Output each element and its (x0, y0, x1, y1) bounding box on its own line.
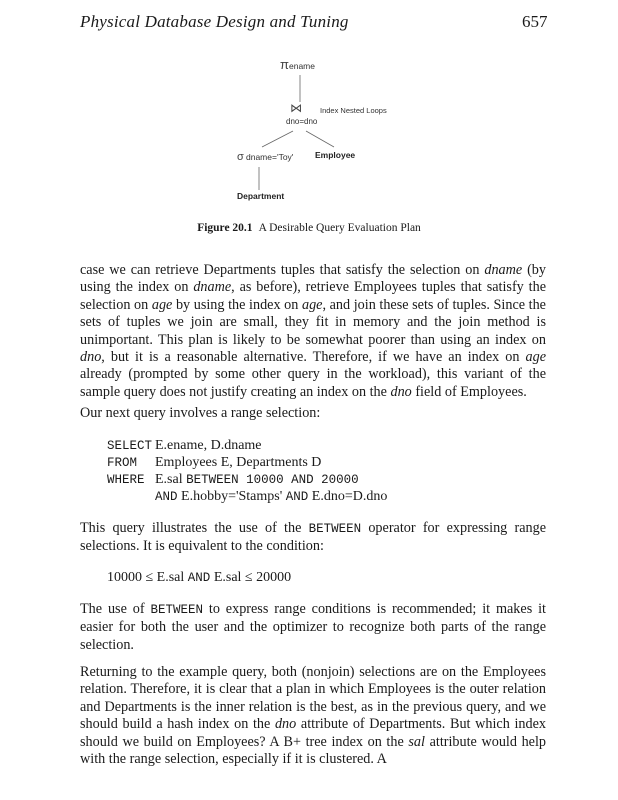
sql-from-keyword: FROM (107, 456, 138, 470)
selection-symbol: σ (237, 151, 244, 163)
range-condition: 10000 ≤ E.sal AND E.sal ≤ 20000 (107, 570, 292, 585)
sql-query-block: SELECT E.ename, D.dname FROM Employees E, Departments D WHERE E.sal BETWEEN 10000 AND 20000 AND E.hobby='Stamps' AND E.dno=D.dno (107, 438, 388, 504)
join-method-label: Index Nested Loops (320, 106, 387, 115)
sql-where-keyword: WHERE (107, 473, 145, 487)
paragraph-2: Our next query involves a range selection: (80, 405, 321, 421)
join-symbol: ⋈ (290, 101, 302, 115)
figure-caption-text: A Desirable Query Evaluation Plan (258, 222, 421, 234)
relation-employee: Employee (315, 150, 356, 160)
figure-label: Figure 20.1 (197, 222, 253, 234)
page-number: 657 (522, 12, 548, 31)
query-plan-tree (0, 0, 618, 215)
paragraph-3: This query illustrates the use of the BETWEEN operator for expressing range selections. It is equivalent to the condition: (80, 520, 546, 555)
edge-join-employee (306, 131, 334, 147)
sql-select-keyword: SELECT (107, 439, 153, 453)
join-condition: dno=dno (286, 117, 318, 126)
projection-symbol: π (280, 57, 289, 72)
edge-join-selection (262, 131, 293, 147)
running-header-title: Physical Database Design and Tuning (80, 12, 349, 31)
paragraph-4: The use of BETWEEN to express range conditions is recommended; it makes it easier for both the user and the optimizer to recognize both parts of the range selection. (80, 601, 546, 653)
paragraph-1: case we can retrieve Departments tuples that satisfy the selection on dname (by using the index on dname, as before), retrieve Employees tuples that satisfy the selection on age by using the index on age, and join these sets of tuples. Since the sets of tuples we join are small, they fit in memory and the join method is unimportant. This plan is likely to be somewhat poorer than using an index on dno, but it is a reasonable alternative. Therefore, if we have an index on age already (prompted by some other query in the workload), this variant of the sample query does not justify creating an index on the dno field of Employees. (80, 262, 546, 400)
relation-department: Department (237, 191, 285, 201)
figure-caption (0, 222, 618, 234)
projection-attr: ename (289, 61, 315, 71)
paragraph-5: Returning to the example query, both (nonjoin) selections are on the Employees relation. Therefore, it is clear that a plan in which Employees is the outer relation and Departments is the inner relation is the best, as in the previous query, and we should build a hash index on the dno attribute of Departments. But which index should we build on Employees? A B+ tree index on the sal attribute would help with the range selection, especially if it is clustered. A (80, 664, 546, 768)
selection-condition: dname='Toy' (246, 152, 294, 162)
